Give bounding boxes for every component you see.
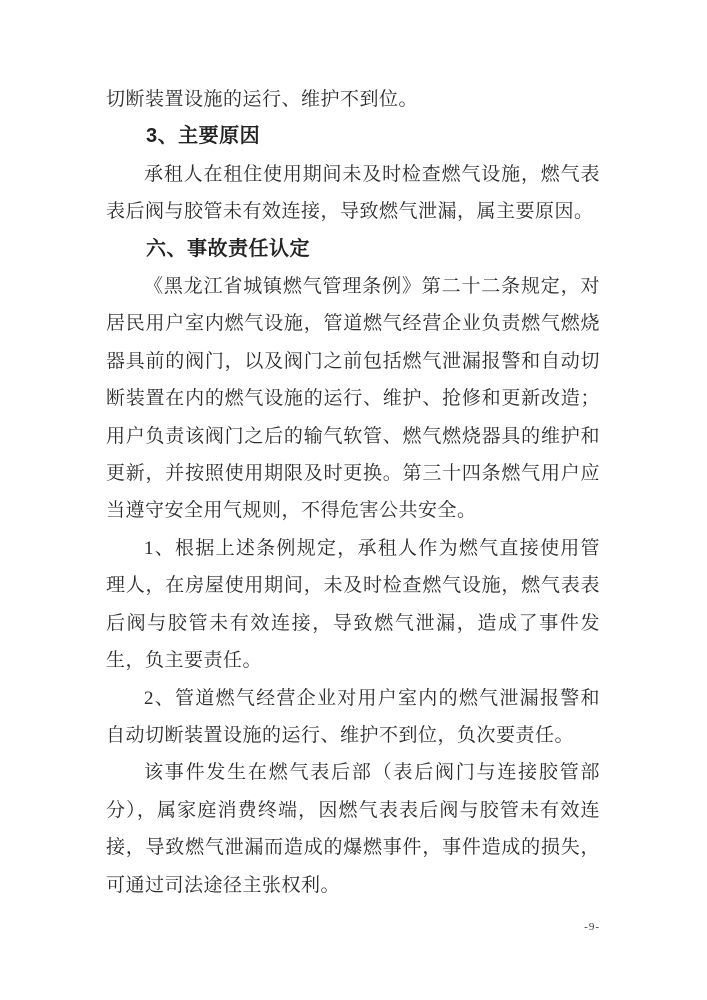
body-paragraph: 承租人在租住使用期间未及时检查燃气设施，燃气表表后阀与胶管未有效连接，导致燃气泄漏，属主要原因。: [106, 163, 600, 223]
body-paragraph: 该事件发生在燃气表后部（表后阀门与连接胶管部分），属家庭消费终端，因燃气表表后阀与胶管未有效连接，导致燃气泄漏而造成的爆燃事件，事件造成的损失，可通过司法途径主张权利。: [106, 762, 600, 896]
document-body: [106, 81, 600, 904]
body-paragraph: 切断装置设施的运行、维护不到位。: [106, 89, 419, 110]
page-number: -9-: [584, 921, 600, 933]
body-paragraph: 《黑龙江省城镇燃气管理条例》第二十二条规定，对居民用户室内燃气设施，管道燃气经营企业负责燃气燃烧器具前的阀门，以及阀门之前包括燃气泄漏报警和自动切断装置在内的燃气设施的运行、维护、抢修和更新改造；用户负责该阀门之后的输气软管、燃气燃烧器具的维护和更新，并按照使用期限及时更换。第三十四条燃气用户应当遵守安全用气规则，不得危害公共安全。: [106, 276, 600, 522]
body-paragraph: 2、管道燃气经营企业对用户室内的燃气泄漏报警和自动切断装置设施的运行、维护不到位，负次要责任。: [106, 687, 600, 746]
section-heading: 六、事故责任认定: [146, 237, 310, 260]
section-heading: 3、主要原因: [146, 125, 261, 148]
body-paragraph: 1、根据上述条例规定，承租人作为燃气直接使用管理人，在房屋使用期间，未及时检查燃气设施，燃气表表后阀与胶管未有效连接，导致燃气泄漏，造成了事件发生，负主要责任。: [106, 537, 600, 672]
